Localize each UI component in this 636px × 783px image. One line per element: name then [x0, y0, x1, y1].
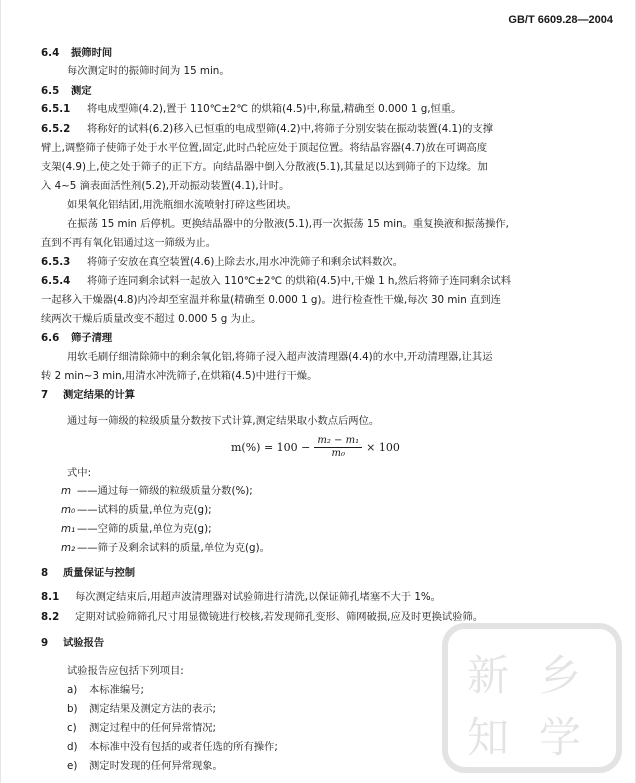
- formula-lhs: m(%) = 100 −: [231, 440, 311, 454]
- section-number: 6.5.1: [41, 103, 71, 115]
- var-symbol: m₂: [61, 542, 76, 554]
- section-title: 质量保证与控制: [63, 567, 136, 579]
- paragraph-line: 将筛子连同剩余试料一起放入 110℃±2℃ 的烘箱(4.5)中,干燥 1 h,然后将筛子连同剩余试料: [87, 275, 511, 287]
- section-number: 6.6: [41, 332, 60, 344]
- formula-denominator: m₀: [331, 447, 345, 459]
- list-marker: d): [67, 741, 78, 753]
- list-marker: e): [67, 760, 78, 772]
- section-number: 6.4: [41, 47, 60, 59]
- standard-number: GB/T 6609.28—2004: [508, 14, 613, 26]
- paragraph: 将筛子安放在真空装置(4.6)上除去水,用水冲洗筛子和剩余试料数次。: [87, 256, 403, 268]
- paragraph: 通过每一筛级的粒级质量分数按下式计算,测定结果取小数点后两位。: [67, 415, 380, 427]
- paragraph-line: 臂上,调整筛子使筛子处于水平位置,固定,此时凸轮应处于顶起位置。将结晶容器(4.7)放在可调高度: [41, 142, 488, 154]
- paragraph-line: 入 4~5 滴表面活性剂(5.2),开动振动装置(4.1),计时。: [41, 180, 290, 192]
- section-title: 测定: [71, 85, 92, 97]
- var-desc: ——空筛的质量,单位为克(g);: [77, 523, 212, 535]
- formula: [231, 434, 400, 460]
- section-number: 6.5.4: [41, 275, 71, 287]
- svg-text:知: 知: [467, 713, 510, 762]
- section-title: 筛子清理: [71, 332, 113, 344]
- var-desc: ——通过每一筛级的粒级质量分数(%);: [77, 485, 253, 497]
- svg-text:新: 新: [467, 651, 510, 700]
- formula-fraction: [314, 435, 362, 460]
- paragraph: 试验报告应包括下列项目:: [67, 665, 184, 677]
- paragraph-line: 直到不再有氧化铝通过这一筛级为止。: [41, 237, 217, 249]
- section-number: 8.2: [41, 611, 60, 623]
- section-number: 6.5.3: [41, 256, 71, 268]
- list-item: 本标准编号;: [89, 684, 144, 696]
- paragraph: 每次测定时的振筛时间为 15 min。: [67, 65, 230, 77]
- section-number: 6.5: [41, 85, 60, 97]
- paragraph-line: 续两次干燥后质量改变不超过 0.000 5 g 为止。: [41, 313, 262, 325]
- svg-text:乡: 乡: [539, 651, 582, 700]
- paragraph-line: 将称好的试料(6.2)移入已恒重的电成型筛(4.2)中,将筛子分别安装在振动装置(4.1)的支撑: [87, 123, 494, 135]
- list-marker: a): [67, 684, 78, 696]
- seal-stamp-icon: [439, 620, 625, 776]
- section-number: 9: [41, 637, 49, 649]
- section-number: 8: [41, 567, 49, 579]
- var-symbol: m: [61, 485, 72, 497]
- paragraph-line: 转 2 min~3 min,用清水冲洗筛子,在烘箱(4.5)中进行干燥。: [41, 370, 318, 382]
- var-desc: ——筛子及剩余试料的质量,单位为克(g)。: [77, 542, 270, 554]
- list-item: 本标准中没有包括的或者任选的所有操作;: [89, 741, 278, 753]
- where-label: 式中:: [67, 467, 92, 479]
- var-symbol: m₀: [61, 504, 76, 516]
- section-number: 8.1: [41, 591, 60, 603]
- paragraph: 定期对试验筛筛孔尺寸用显微镜进行校核,若发现筛孔变形、筛网破损,应及时更换试验筛。: [75, 611, 484, 623]
- paragraph-line: 一起移入干燥器(4.8)内冷却至室温并称量(精确至 0.000 1 g)。进行检查性干燥,每次 30 min 直到连: [41, 294, 501, 306]
- paragraph: 每次测定结束后,用超声波清理器对试验筛进行清洗,以保证筛孔堵塞不大于 1%。: [75, 591, 441, 603]
- section-title: 振筛时间: [71, 47, 113, 59]
- paragraph-line: 在振荡 15 min 后停机。更换结晶器中的分散液(5.1),再一次振荡 15 min。重复换液和振荡操作,: [67, 218, 509, 230]
- list-item: 测定过程中的任何异常情况;: [89, 722, 217, 734]
- section-title: 试验报告: [63, 637, 105, 649]
- section-number: 6.5.2: [41, 123, 71, 135]
- section-number: 7: [41, 389, 49, 401]
- paragraph-line: 支架(4.9)上,使之处于筛子的正下方。向结晶器中倒入分散液(5.1),其量足以达到筛子的下边缘。加: [41, 161, 488, 173]
- paragraph-line: 用软毛刷仔细清除筛中的剩余氧化铝,将筛子浸入超声波清理器(4.4)的水中,开动清理器,让其运: [67, 351, 493, 363]
- formula-rhs: × 100: [366, 440, 400, 454]
- var-symbol: m₁: [61, 523, 76, 535]
- formula-numerator: m₂ − m₁: [314, 435, 362, 448]
- svg-text:学: 学: [539, 713, 582, 762]
- list-item: 测定时发现的任何异常现象。: [89, 760, 223, 772]
- list-item: 测定结果及测定方法的表示;: [89, 703, 217, 715]
- paragraph: 将电成型筛(4.2),置于 110℃±2℃ 的烘箱(4.5)中,称量,精确至 0.000 1 g,恒重。: [87, 103, 462, 115]
- section-title: 测定结果的计算: [63, 389, 136, 401]
- list-marker: b): [67, 703, 78, 715]
- list-marker: c): [67, 722, 77, 734]
- paragraph-line: 如果氧化铝结团,用洗瓶细水流喷射打碎这些团块。: [67, 199, 297, 211]
- var-desc: ——试料的质量,单位为克(g);: [77, 504, 212, 516]
